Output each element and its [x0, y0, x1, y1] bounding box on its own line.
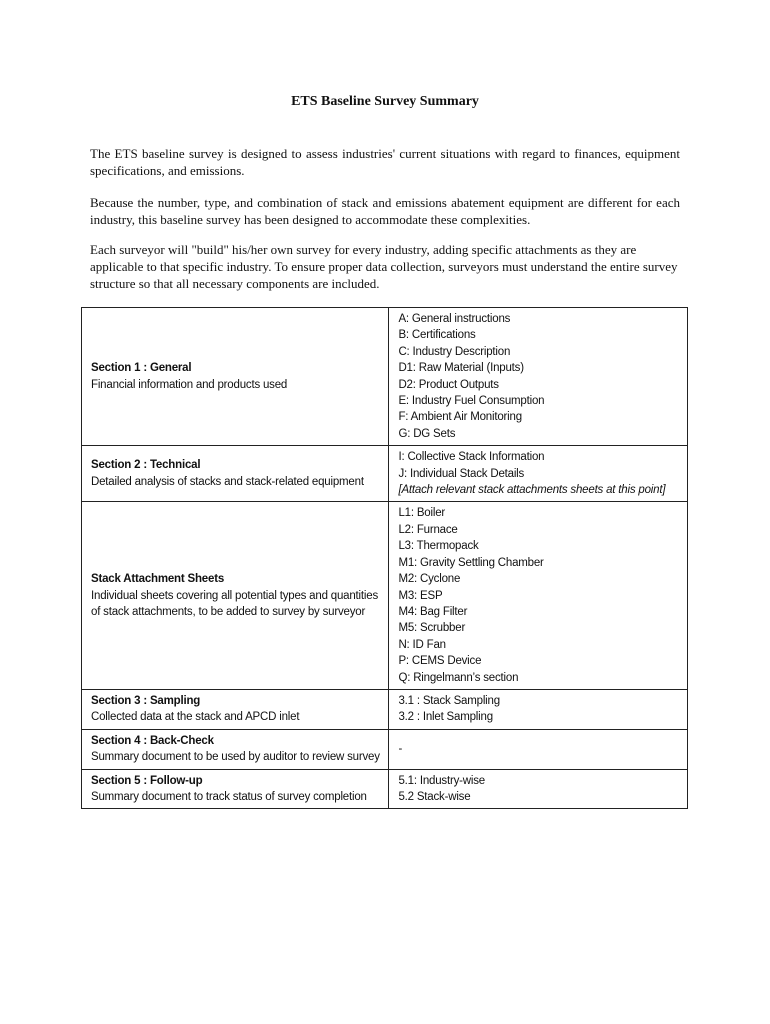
intro-paragraph: The ETS baseline survey is designed to assess industries' current situations with regard to finances, equipment specifications, and emissions.: [90, 146, 680, 178]
section-description: Summary document to be used by auditor to review survey: [91, 751, 380, 764]
section-cell: [82, 308, 389, 446]
survey-structure-table-body: [82, 308, 688, 809]
attachment-item: M1: Gravity Settling Chamber: [398, 556, 544, 569]
section-row: [82, 308, 688, 446]
attachment-item: Q: Ringelmann’s section: [398, 671, 519, 684]
attachment-item: D1: Raw Material (Inputs): [398, 362, 524, 375]
section-cell: [82, 689, 389, 729]
document-title: ETS Baseline Survey Summary: [291, 94, 479, 109]
attachment-item: P: CEMS Device: [398, 655, 482, 668]
attachment-item: A: General instructions: [398, 313, 511, 325]
attachment-list-cell: [389, 308, 688, 446]
attachment-item: L3: Thermopack: [398, 540, 479, 553]
section-title: Section 1 : General: [91, 362, 192, 375]
attachment-list-cell: [389, 502, 688, 689]
attachment-item: M4: Bag Filter: [398, 605, 468, 618]
section-title: Section 4 : Back-Check: [91, 734, 214, 747]
section-cell: [82, 446, 389, 502]
attachment-item: M5: Scrubber: [398, 622, 466, 635]
attachment-item: -: [398, 742, 403, 755]
attachment-item: J: Individual Stack Details: [398, 467, 525, 480]
attachment-item: N: ID Fan: [398, 638, 446, 651]
attachment-item: E: Industry Fuel Consumption: [398, 395, 545, 408]
section-description: Collected data at the stack and APCD inlet: [91, 711, 300, 724]
attachment-note: [Attach relevant stack attachments sheets at this point]: [398, 484, 666, 497]
attachment-item: M2: Cyclone: [398, 573, 461, 586]
section-title: Section 5 : Follow-up: [91, 774, 203, 787]
survey-structure-table: [81, 307, 688, 809]
attachment-list-cell: [389, 689, 688, 729]
attachment-item: L1: Boiler: [398, 507, 446, 520]
attachment-item: B: Certifications: [398, 329, 476, 342]
section-row: [82, 446, 688, 502]
section-cell: [82, 729, 389, 769]
section-description: Detailed analysis of stacks and stack-related equipment: [91, 475, 364, 488]
attachment-item: L2: Furnace: [398, 523, 458, 536]
section-cell: [82, 502, 389, 689]
attachment-list-cell: [389, 729, 688, 769]
section-row: [82, 769, 688, 809]
section-description: Summary document to track status of survey completion: [91, 790, 367, 803]
section-row: [82, 502, 688, 689]
section-cell: [82, 769, 389, 809]
attachment-item: D2: Product Outputs: [398, 378, 499, 391]
section-title: Section 3 : Sampling: [91, 694, 201, 707]
attachment-item: M3: ESP: [398, 589, 443, 602]
section-title: Stack Attachment Sheets: [91, 573, 225, 586]
attachment-item: C: Industry Description: [398, 345, 511, 358]
complexity-paragraph: Because the number, type, and combination of stack and emissions abatement equipment are different for each industry, this baseline survey has been designed to accommodate these complexities.: [90, 195, 680, 227]
attachment-item: G: DG Sets: [398, 427, 456, 440]
section-row: [82, 729, 688, 769]
section-description: Financial information and products used: [91, 378, 288, 391]
surveyor-paragraph: Each surveyor will "build" his/her own survey for every industry, adding specific attachments as they are applicable to that specific industry. To ensure proper data collection, surveyors must understand the entire survey structure so that all necessary components are included.: [90, 242, 678, 291]
attachment-list-cell: [389, 446, 688, 502]
section-description: Individual sheets covering all potential types and quantities of stack attachments, to be added to survey by surveyor: [91, 589, 378, 618]
section-row: [82, 689, 688, 729]
attachment-item: I: Collective Stack Information: [398, 451, 545, 464]
attachment-item: 5.1: Industry-wise: [398, 774, 485, 787]
attachment-item: 3.1 : Stack Sampling: [398, 694, 500, 707]
attachment-item: 3.2 : Inlet Sampling: [398, 711, 493, 724]
section-title: Section 2 : Technical: [91, 459, 201, 472]
attachment-item: F: Ambient Air Monitoring: [398, 411, 522, 424]
attachment-item: 5.2 Stack-wise: [398, 790, 471, 803]
attachment-list-cell: [389, 769, 688, 809]
